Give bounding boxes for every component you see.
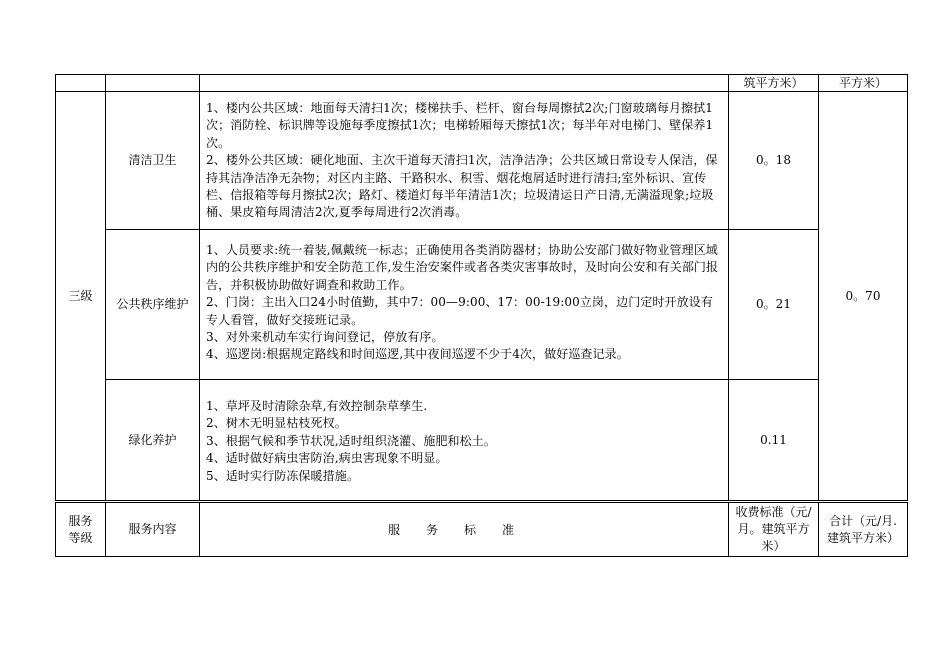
service-level-cell <box>55 92 106 501</box>
fee-cell-security <box>729 230 819 380</box>
footer-fee-cell <box>729 503 819 557</box>
footer-level-cell <box>55 503 106 557</box>
standard-greening-item-1: 1、草坪及时清除杂草,有效控制杂草孳生. <box>206 399 428 413</box>
service-level: 三级 <box>68 288 93 303</box>
footer-level-label: 服务等级 <box>68 513 93 545</box>
fee-greening: 0.11 <box>760 432 787 447</box>
standard-security-item-4: 4、巡逻岗:根据规定路线和时间巡逻,其中夜间巡逻不少于4次，做好巡查记录。 <box>206 347 629 362</box>
standard-greening-item-4: 4、适时做好病虫害防治,病虫害现象不明显。 <box>206 451 448 466</box>
footer-standard-label: 服务标准 <box>387 523 540 537</box>
header-top-content-cell <box>106 74 200 92</box>
standard-cleaning-item-2: 2、楼外公共区域：硬化地面、主次干道每天清扫1次，洁净洁净；公共区域日常设专人保洁，保持其洁净洁净无杂物；对区内主路、干路积水、积雪、烟花炮屑适时进行清扫;室外标识、宣传栏、信报箱等每月擦拭2次；路灯、楼道灯每半年清洁1次；垃圾清运日产日清,无满溢现象;垃圾桶、果皮箱每周清洁2次,夏季每周进行2次消毒。 <box>206 153 718 220</box>
standard-greening-item-5: 5、适时实行防冻保暖措施。 <box>206 468 359 483</box>
content-cleaning: 清洁卫生 <box>128 153 177 167</box>
fee-security: 0。21 <box>756 297 791 311</box>
fee-cleaning: 0。18 <box>756 153 791 167</box>
standard-greening-item-3: 3、根据气候和季节状况,适时组织浇灌、施肥和松土。 <box>206 433 496 448</box>
standard-cell-security <box>200 230 729 380</box>
content-greening: 绿化养护 <box>128 432 177 447</box>
fee-cell-greening <box>729 380 819 501</box>
fee-standard-table <box>55 74 908 557</box>
standard-security-item-2: 2、门岗：主出入口24小时值勤，其中7：00—9:00、17：00-19:00立岗，边门定时开放设有专人看管，做好交接班记录。 <box>206 295 713 327</box>
content-cell-cleaning <box>106 92 200 230</box>
standard-security-item-1: 1、人员要求:统一着装,佩戴统一标志；正确使用各类消防器材；协助公安部门做好物业管理区域内的公共秩序维护和安全防范工作,发生治安案件或者各类灾害事故时，及时向公安和有关部门报告，并积极协助做好调查和救助工作。 <box>206 243 719 292</box>
standard-cleaning-item-1: 1、楼内公共区域：地面每天清扫1次；楼梯扶手、栏杆、窗台每周擦拭2次;门窗玻璃每月擦拭1次；消防栓、标识牌等设施每季度擦拭1次；电梯轿厢每天擦拭1次；每半年对电梯门、壁保养1次。 <box>206 101 714 150</box>
fee-cell-cleaning <box>729 92 819 230</box>
header-top-standard-cell <box>200 74 729 92</box>
fee-unit-tail: 筑平方米） <box>743 75 804 90</box>
standard-cell-greening <box>200 380 729 501</box>
content-security: 公共秩序维护 <box>116 297 189 311</box>
standard-greening-item-2: 2、树木无明显枯枝死杈。 <box>206 416 347 431</box>
header-top-total-cell <box>819 74 908 92</box>
header-top-fee-cell <box>729 74 819 92</box>
total-cell <box>819 92 908 501</box>
standard-cell-cleaning <box>200 92 729 230</box>
footer-content-cell <box>106 503 200 557</box>
content-cell-security <box>106 230 200 380</box>
footer-standard-cell <box>200 503 729 557</box>
total-unit-tail: 平方米） <box>838 75 887 90</box>
footer-total-cell <box>819 503 908 557</box>
footer-content-label: 服务内容 <box>128 522 177 536</box>
standard-security-item-3: 3、对外来机动车实行询问登记，停放有序。 <box>206 330 444 345</box>
total-value: 0。70 <box>845 288 881 303</box>
header-top-level-cell <box>55 74 106 92</box>
footer-fee-label: 收费标准（元/月。建筑平方米） <box>735 505 812 553</box>
footer-total-label: 合计（元/月.建筑平方米） <box>826 513 899 545</box>
content-cell-greening <box>106 380 200 501</box>
